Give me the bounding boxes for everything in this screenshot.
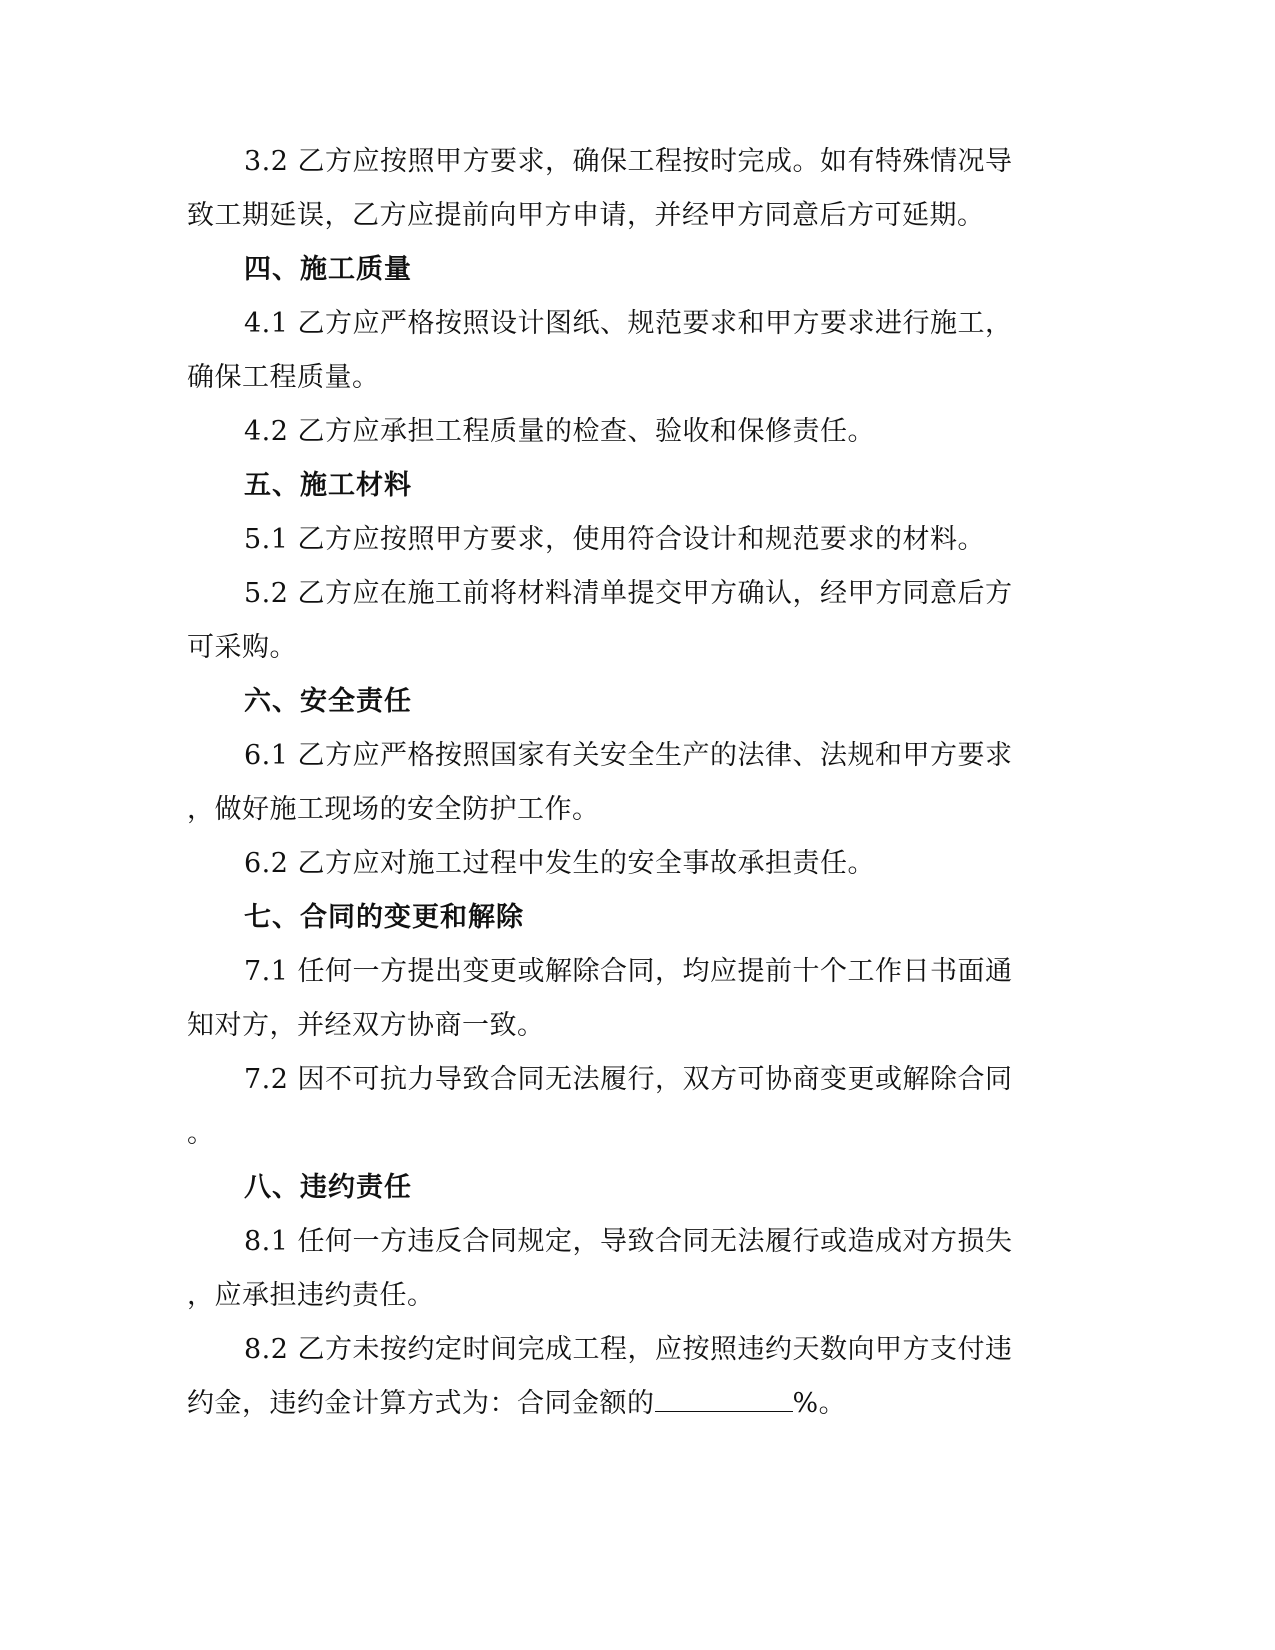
section-heading-materials: 五、施工材料 [244,470,412,501]
clause-8-2-suffix: %。 [792,1388,847,1419]
clause-6-1-line-2: ，做好施工现场的安全防护工作。 [187,794,600,825]
clause-8-2-line-2 [187,1385,1067,1423]
clause-6-2: 6.2 乙方应对施工过程中发生的安全事故承担责任。 [244,848,876,879]
clause-8-1-line-2: ，应承担违约责任。 [187,1280,435,1311]
penalty-percentage-blank [655,1385,793,1412]
section-heading-change-termination: 七、合同的变更和解除 [244,902,524,933]
clause-8-1-line-1: 8.1 任何一方违反合同规定，导致合同无法履行或造成对方损失 [244,1226,1013,1257]
clause-6-1-line-1: 6.1 乙方应严格按照国家有关安全生产的法律、法规和甲方要求 [244,740,1013,771]
section-heading-safety: 六、安全责任 [244,686,412,717]
section-heading-liability: 八、违约责任 [244,1172,412,1203]
clause-8-2-text: 约金，违约金计算方式为：合同金额的 [187,1388,655,1419]
clause-7-2-line-2: 。 [187,1118,215,1149]
clause-5-2-line-2: 可采购。 [187,632,297,663]
clause-7-1-line-2: 知对方，并经双方协商一致。 [187,1010,545,1041]
section-heading-quality: 四、施工质量 [244,254,412,285]
clause-4-1-line-2: 确保工程质量。 [187,362,380,393]
clause-5-2-line-1: 5.2 乙方应在施工前将材料清单提交甲方确认，经甲方同意后方 [244,578,1013,609]
clause-7-1-line-1: 7.1 任何一方提出变更或解除合同，均应提前十个工作日书面通 [244,956,1013,987]
clause-3-2-line-2: 致工期延误，乙方应提前向甲方申请，并经甲方同意后方可延期。 [187,200,985,231]
clause-7-2-line-1: 7.2 因不可抗力导致合同无法履行，双方可协商变更或解除合同 [244,1064,1013,1095]
clause-4-2: 4.2 乙方应承担工程质量的检查、验收和保修责任。 [244,416,876,447]
clause-3-2-line-1: 3.2 乙方应按照甲方要求，确保工程按时完成。如有特殊情况导 [244,146,1013,177]
clause-4-1-line-1: 4.1 乙方应严格按照设计图纸、规范要求和甲方要求进行施工， [244,308,1013,339]
clause-8-2-line-1: 8.2 乙方未按约定时间完成工程，应按照违约天数向甲方支付违 [244,1334,1013,1365]
clause-5-1: 5.1 乙方应按照甲方要求，使用符合设计和规范要求的材料。 [244,524,986,555]
